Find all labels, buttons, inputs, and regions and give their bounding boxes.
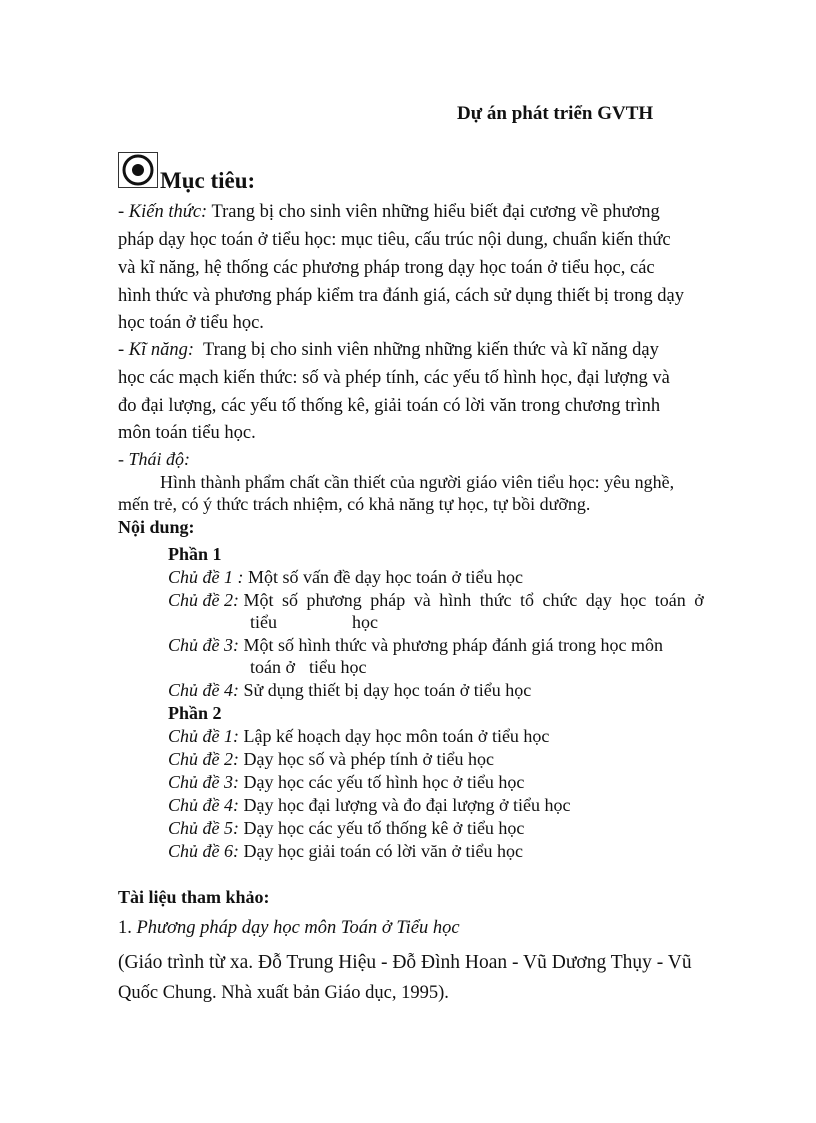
reference-detail: (Giáo trình từ xa. Đỗ Trung Hiệu - Đỗ Đình Hoan - Vũ Dương Thụy - Vũ [118, 952, 692, 973]
topic-text: Dạy học số và phép tính ở tiểu học [243, 749, 494, 769]
topic-label: Chủ đề 4: [168, 680, 239, 700]
reference-detail: Quốc Chung. Nhà xuất bản Giáo dục, 1995). [118, 983, 449, 1003]
knowledge-line: pháp dạy học toán ở tiểu học: mục tiêu, cấu trúc nội dung, chuẩn kiến thức [118, 230, 671, 250]
topic-continuation: tiểu học [309, 657, 367, 677]
knowledge-line: hình thức và phương pháp kiểm tra đánh giá, cách sử dụng thiết bị trong dạy [118, 286, 684, 306]
skills-label: - Kĩ năng: [118, 340, 195, 360]
topic-text: Lập kế hoạch dạy học môn toán ở tiểu học [243, 726, 550, 746]
topic-label: Chủ đề 5: [168, 818, 239, 838]
objectives-heading: Mục tiêu: [160, 168, 256, 193]
topic-text: Một số phương pháp và hình thức tổ chức dạy học toán ở [243, 590, 704, 610]
references-heading: Tài liệu tham khảo: [118, 887, 270, 907]
topic-continuation: tiểu [250, 612, 277, 632]
part1-topic-2 [168, 590, 704, 611]
reference-number: 1. [118, 918, 132, 938]
topic-text: Sử dụng thiết bị dạy học toán ở tiểu học [243, 680, 532, 700]
skills-line: học các mạch kiến thức: số và phép tính, các yếu tố hình học, đại lượng và [118, 368, 670, 388]
part2-title: Phần 2 [168, 703, 222, 723]
part2-topic-2 [168, 749, 494, 770]
part2-topic-1 [168, 726, 549, 747]
topic-text: Dạy học giải toán có lời văn ở tiểu học [243, 841, 523, 861]
topic-label: Chủ đề 2: [168, 749, 239, 769]
topic-label: Chủ đề 1: [168, 726, 239, 746]
part1-title: Phần 1 [168, 544, 222, 564]
skills-line: môn toán tiểu học. [118, 423, 256, 443]
topic-label: Chủ đề 2: [168, 590, 239, 610]
reference-title: Phương pháp dạy học môn Toán ở Tiểu học [136, 918, 460, 938]
part1-topic-1 [168, 567, 523, 588]
topic-continuation: học [352, 612, 378, 632]
knowledge-line: và kĩ năng, hệ thống các phương pháp trong dạy học toán ở tiểu học, các [118, 258, 655, 278]
part1-topic-4 [168, 680, 531, 701]
skills-line: đo đại lượng, các yếu tố thống kê, giải toán có lời văn trong chương trình [118, 396, 661, 416]
topic-label: Chủ đề 4: [168, 795, 239, 815]
attitude-line: Hình thành phẩm chất cần thiết của người giáo viên tiểu học: yêu nghề, [160, 472, 675, 492]
part2-topic-6 [168, 841, 523, 862]
target-icon [118, 152, 158, 188]
page-header: Dự án phát triển GVTH [457, 103, 654, 124]
topic-text: Dạy học đại lượng và đo đại lượng ở tiểu học [243, 795, 571, 815]
topic-label: Chủ đề 1 : [168, 567, 244, 587]
knowledge-line: học toán ở tiểu học. [118, 313, 264, 333]
knowledge-text: Trang bị cho sinh viên những hiểu biết đại cương về phương [211, 202, 660, 222]
attitude-label: - Thái độ: [118, 449, 190, 469]
part2-topic-4 [168, 795, 571, 816]
knowledge-line-1 [118, 199, 660, 227]
content-heading: Nội dung: [118, 517, 195, 537]
knowledge-label: - Kiến thức: [118, 202, 208, 222]
part1-topic-3 [168, 635, 663, 656]
topic-text: Một số hình thức và phương pháp đánh giá trong học môn [243, 635, 663, 655]
reference-item-1 [118, 915, 460, 943]
part2-topic-5 [168, 818, 524, 839]
skills-text: Trang bị cho sinh viên những những kiến thức và kĩ năng dạy [202, 340, 659, 360]
topic-text: Dạy học các yếu tố thống kê ở tiểu học [243, 818, 525, 838]
topic-label: Chủ đề 3: [168, 635, 239, 655]
skills-line-1 [118, 337, 659, 365]
topic-label: Chủ đề 3: [168, 772, 239, 792]
topic-label: Chủ đề 6: [168, 841, 239, 861]
topic-text: Dạy học các yếu tố hình học ở tiểu học [243, 772, 525, 792]
part2-topic-3 [168, 772, 524, 793]
topic-continuation: toán ở [250, 657, 296, 677]
attitude-line: mến trẻ, có ý thức trách nhiệm, có khả năng tự học, tự bồi dưỡng. [118, 494, 591, 514]
topic-text: Một số vấn đề dạy học toán ở tiểu học [248, 567, 523, 587]
